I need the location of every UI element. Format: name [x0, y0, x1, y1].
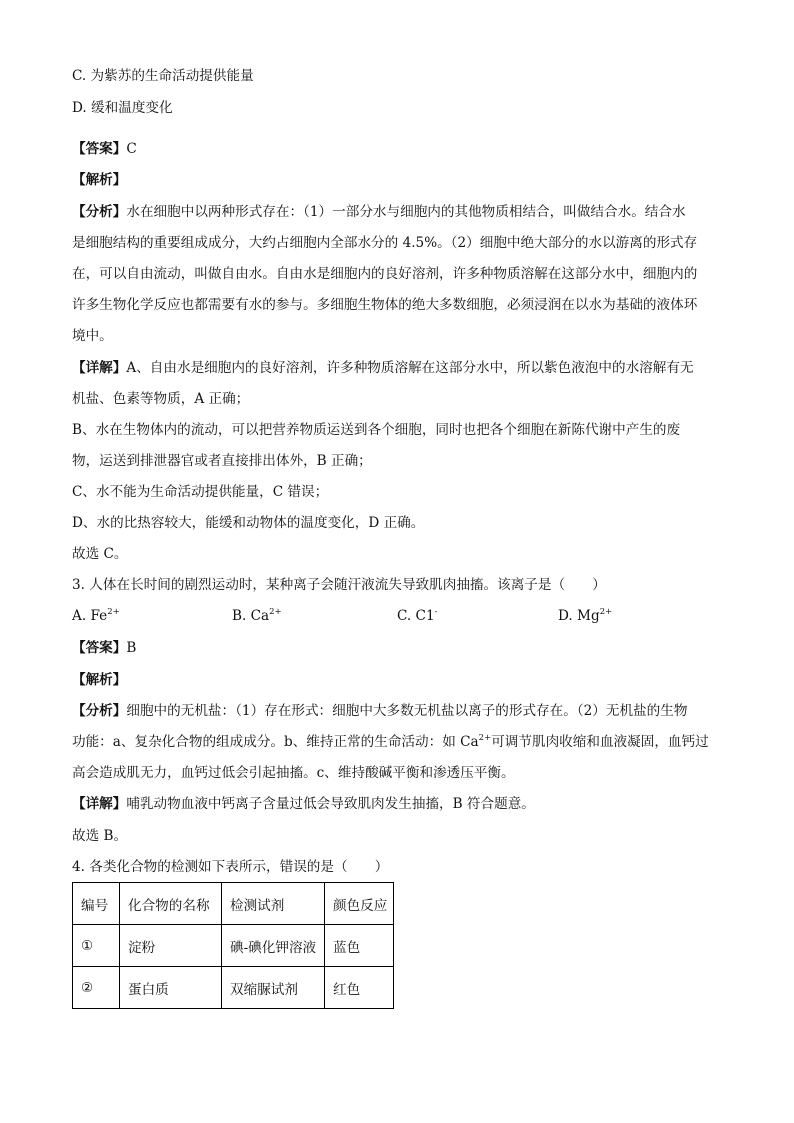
option-a [72, 606, 120, 626]
option-b [232, 606, 282, 626]
table-header-row [73, 883, 394, 925]
paragraph-line: C、水不能为生命活动提供能量，C 错误； [72, 484, 329, 500]
analysis-paragraph-line [72, 701, 687, 721]
question-4: 4. 各类化合物的检测如下表所示，错误的是（ ） [72, 859, 389, 875]
fenxi-tag: 【分析】 [72, 703, 127, 719]
option-superscript: - [434, 607, 438, 617]
paragraph-line [72, 732, 709, 752]
paragraph-line: D、水的比热容较大，能缓和动物体的温度变化，D 正确。 [72, 515, 425, 531]
detail-paragraph-line [72, 794, 535, 814]
paragraph-line: 境中。 [72, 328, 113, 344]
option-text: C. C1 [397, 608, 435, 624]
analysis-tag: 【解析】 [72, 672, 127, 688]
table-cell: ② [73, 967, 120, 1009]
table-header-cell: 编号 [73, 883, 120, 925]
paragraph-line: 高会造成肌无力，血钙过低会引起抽搐。c、维持酸碱平衡和渗透压平衡。 [72, 765, 515, 781]
analysis-heading [72, 170, 126, 190]
option-text: B. Ca [232, 608, 270, 624]
analysis-tag: 【解析】 [72, 172, 127, 188]
table-row [73, 967, 394, 1009]
option-text: D. Mg [558, 608, 600, 624]
paragraph-text: 细胞中的无机盐：（1）存在形式：细胞中大多数无机盐以离子的形式存在。（2）无机盐的生物 [126, 703, 688, 719]
paragraph-line: 是细胞结构的重要组成成分，大约占细胞内全部水分的 4.5%。（2）细胞中绝大部分的水以游离的形式存 [72, 235, 698, 251]
table-cell: 红色 [325, 967, 394, 1009]
option-text: A. Fe [72, 608, 108, 624]
table-cell: ① [73, 925, 120, 967]
paragraph-text: A、自由水是细胞内的良好溶剂，许多种物质溶解在这部分水中，所以紫色液泡中的水溶解有无 [126, 360, 694, 376]
table-cell: 碘-碘化钾溶液 [222, 925, 325, 967]
option-c [397, 606, 437, 626]
option-superscript: 2+ [269, 607, 282, 617]
question-3: 3. 人体在长时间的剧烈运动时，某种离子会随汗液流失导致肌肉抽搐。该离子是（ ） [72, 577, 606, 593]
option-superscript: 2+ [599, 607, 613, 617]
analysis-heading [72, 670, 126, 690]
detail-tag: 【详解】 [72, 360, 127, 376]
paragraph-line: B、水在生物体内的流动，可以把营养物质运送到各个细胞，同时也把各个细胞在新陈代谢中产生的废 [72, 422, 681, 438]
ion-superscript: 2+ [478, 733, 492, 743]
paragraph-text: 可调节肌肉收缩和血液凝固，血钙过 [491, 734, 709, 750]
table-cell: 蛋白质 [120, 967, 222, 1009]
table-header-cell: 颜色反应 [325, 883, 394, 925]
paragraph-line: 在，可以自由流动，叫做自由水。自由水是细胞内的良好溶剂，许多种物质溶解在这部分水中，细胞内的 [72, 266, 698, 282]
detail-tag: 【详解】 [72, 796, 127, 812]
paragraph-line: 物，运送到排泄器官或者直接排出体外，B 正确； [72, 453, 372, 469]
paragraph-text: 功能：a、复杂化合物的组成成分。b、维持正常的生命活动：如 Ca [72, 734, 479, 750]
table-cell: 淀粉 [120, 925, 222, 967]
table-row [73, 925, 394, 967]
conclusion-line: 故选 B。 [72, 828, 128, 844]
option-d [558, 606, 612, 626]
detection-table [72, 882, 394, 1009]
detail-paragraph-line [72, 358, 694, 378]
paragraph-line: 机盐、色素等物质，A 正确； [72, 391, 250, 407]
answer-line [72, 139, 137, 159]
option-c-line: C. 为紫苏的生命活动提供能量 [72, 68, 254, 84]
table-header-cell: 化合物的名称 [120, 883, 222, 925]
conclusion-line: 故选 C。 [72, 546, 128, 562]
paragraph-line: 许多生物化学反应也都需要有水的参与。多细胞生物体的绝大多数细胞，必须浸润在以水为基础的液体环 [72, 297, 698, 313]
answer-value: B [126, 640, 137, 656]
answer-line [72, 638, 136, 658]
table-cell: 双缩脲试剂 [222, 967, 325, 1009]
analysis-paragraph-line [72, 202, 686, 222]
paragraph-text: 哺乳动物血液中钙离子含量过低会导致肌肉发生抽搐，B 符合题意。 [126, 796, 535, 812]
question-3-options [72, 606, 712, 626]
paragraph-text: 水在细胞中以两种形式存在：（1）一部分水与细胞内的其他物质相结合，叫做结合水。结合水 [126, 204, 686, 220]
option-d-line: D. 缓和温度变化 [72, 100, 173, 116]
answer-value: C [126, 141, 137, 157]
option-superscript: 2+ [107, 607, 120, 617]
fenxi-tag: 【分析】 [72, 204, 127, 220]
table-header-cell: 检测试剂 [222, 883, 325, 925]
answer-tag: 【答案】 [72, 640, 127, 656]
table-cell: 蓝色 [325, 925, 394, 967]
answer-tag: 【答案】 [72, 141, 127, 157]
